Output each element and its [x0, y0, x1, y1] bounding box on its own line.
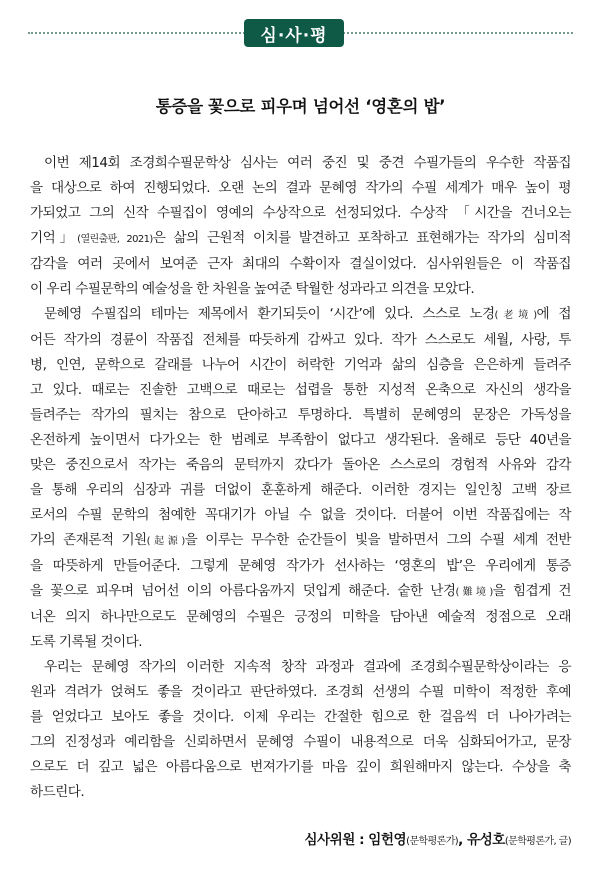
judge-role: (문학평론가) — [406, 836, 459, 847]
section-label-badge: 심·사·평 — [244, 19, 344, 47]
paragraph-3 — [30, 655, 571, 805]
text-line: 를 얻었다고 보아도 좋을 것이다. 이제 우리는 간절한 힘으로 한 걸음씩 더 나아가려는 — [30, 709, 571, 725]
text-line: 으로도 더 깊고 넓은 아름다움으로 번져가기를 마음 깊이 희원해마지 않는다. 수상을 축 — [30, 759, 571, 775]
publisher-note: (열린출판, 2021) — [77, 234, 153, 245]
article-title: 통증을 꽃으로 피우며 넘어선 ‘영혼의 밥’ — [155, 97, 446, 117]
judges-signature — [304, 828, 571, 848]
text-line: 감각을 여러 곳에서 보여준 근자 최대의 수확이자 결실이었다. 심사위원들은 이 작품집 — [30, 256, 571, 272]
text-line: 도록 기록될 것이다. — [30, 634, 142, 650]
text-line: 원과 격려가 얹혀도 좋을 것이라고 판단하였다. 조경희 선생의 수필 미학이 적정한 후예 — [30, 684, 571, 700]
text-line: 이 우리 수필문학의 예술성을 한 차원을 높여준 탁월한 성과라고 의견을 모았다. — [30, 281, 475, 297]
signature-separator: , — [458, 832, 467, 848]
text-line — [30, 226, 571, 252]
text-line — [30, 528, 571, 554]
text-line: 고 있다. 때로는 진솔한 고백으로 때로는 섭렵을 통한 지성적 온축으로 자신의 생각을 — [30, 382, 571, 398]
text-line: 을 따뜻하게 만들어준다. 그렇게 문혜영 작가가 선사하는 ‘영혼의 밥’은 우리에게 통증 — [30, 558, 571, 574]
article-body — [30, 151, 571, 805]
text-line: 들려주는 작가의 필치는 참으로 단아하고 투명하다. 특별히 문혜영의 문장은 가독성을 — [30, 407, 571, 423]
text-line: 우리는 문혜영 작가의 이러한 지속적 창작 과정과 결과에 조경희수필문학상이라는 응 — [44, 659, 571, 675]
signature-label: 심사위원 : — [304, 832, 369, 848]
text-line — [30, 579, 571, 605]
judge-name: 임헌영 — [368, 832, 407, 848]
text-segment: 은 삶의 근원적 이치를 발견하고 포착하고 표현해가는 작가의 심미적 — [152, 230, 571, 246]
hanja-annotation: (起源) — [146, 536, 185, 547]
judge-name: 유성호 — [466, 832, 505, 848]
judge-role: (문학평론가, 글) — [504, 836, 571, 847]
text-line: 온전하게 높이면서 다가오는 한 범례로 부족함이 없다고 생각된다. 올해로 등단 40년을 — [30, 432, 571, 448]
text-segment: 을 힘겹게 건 — [492, 583, 571, 599]
text-line: 로서의 수필 문학의 첨예한 꼭대기가 아닐 수 없을 것이다. 더불어 이번 작품집에는 작 — [30, 507, 571, 523]
text-segment: 가의 존재론적 기원 — [30, 532, 147, 548]
text-segment: 문혜영 수필집의 테마는 제목에서 환기되듯이 ‘시간’에 있다. 스스로 노경 — [44, 306, 495, 322]
text-line — [30, 302, 571, 328]
text-line: 맞은 중진으로서 작가는 죽음의 문턱까지 갔다가 돌아온 스스로의 경험적 사유와 감각 — [30, 457, 571, 473]
text-line: 이번 제14회 조경희수필문학상 심사는 여러 중진 및 중견 수필가들의 우수한 작품집 — [44, 155, 571, 171]
text-line: 가되었고 그의 신작 수필집이 영예의 수상작으로 선정되었다. 수상작 「시간을 건너오는 — [30, 205, 571, 221]
paragraph-2 — [30, 302, 571, 655]
text-line: 어든 작가의 경륜이 작품집 전체를 따듯하게 감싸고 있다. 작가 스스로도 세월, 사랑, 투 — [30, 332, 571, 348]
hanja-annotation: (老境) — [494, 310, 537, 321]
text-line: 너온 의지 하나만으로도 문혜영의 수필은 긍정의 미학을 담아낸 예술적 정점으로 오래 — [30, 609, 571, 625]
text-line: 을 대상으로 하여 진행되었다. 오랜 논의 결과 문혜영 작가의 수필 세계가 매우 높이 평 — [30, 180, 571, 196]
text-line: 을 통해 우리의 심장과 귀를 더없이 훈훈하게 해준다. 이러한 경지는 일인칭 고백 장르 — [30, 482, 571, 498]
text-line: 그의 진정성과 예리함을 신뢰하면서 문혜영 수필이 내용적으로 더욱 심화되어가고, 문장 — [30, 734, 571, 750]
text-segment: 에 접 — [536, 306, 571, 322]
text-segment: 을 꽃으로 피우며 넘어선 이의 아름다움까지 덧입게 해준다. 숱한 난경 — [30, 583, 456, 599]
paragraph-1 — [30, 151, 571, 302]
text-segment: 을 이루는 무수한 순간들이 빛을 발하면서 그의 수필 세계 전반 — [184, 532, 571, 548]
hanja-annotation: (難境) — [455, 587, 493, 598]
book-title-end: 기억」 — [30, 230, 78, 246]
text-line: 병, 인연, 문학으로 갈래를 나누어 시간이 허락한 기억과 삶의 심층을 은은하게 들려주 — [30, 357, 571, 373]
text-line: 하드린다. — [30, 784, 85, 800]
